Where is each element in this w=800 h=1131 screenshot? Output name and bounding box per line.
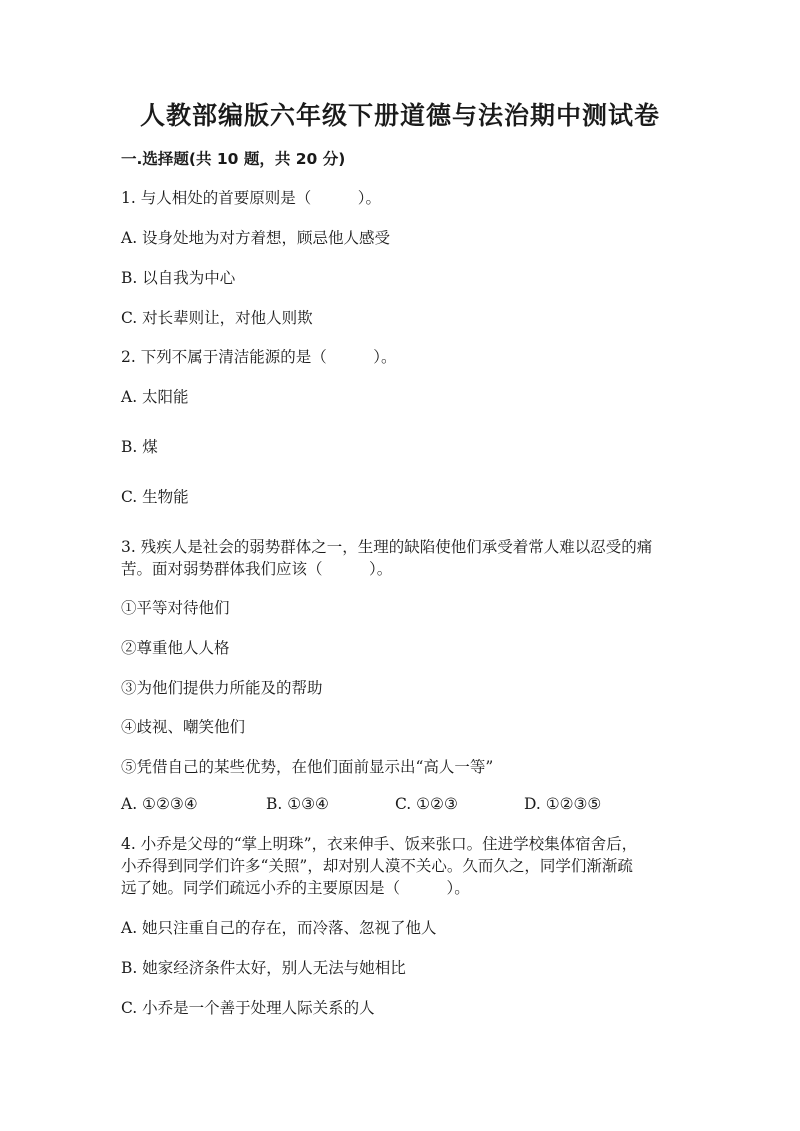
question-4-stem-line-2: 小乔得到同学们许多“关照”，却对别人漠不关心。久而久之，同学们渐渐疏 [121,857,633,875]
question-4-stem-line-3: 远了她。同学们疏远小乔的主要原因是（ ）。 [121,879,470,897]
question-4-option-b[interactable]: B. 她家经济条件太好，别人无法与她相比 [121,959,406,977]
question-3-item-4: ④歧视、嘲笑他们 [121,718,246,736]
question-3-option-d[interactable]: D. ①②③⑤ [524,795,602,813]
question-4-stem-line-1: 4. 小乔是父母的“掌上明珠”，衣来伸手、饭来张口。住进学校集体宿舍后， [121,835,638,853]
question-3-item-3: ③为他们提供力所能及的帮助 [121,679,323,697]
question-3-option-a[interactable]: A. ①②③④ [121,795,198,813]
question-3-option-b[interactable]: B. ①③④ [266,795,329,813]
question-2-stem: 2. 下列不属于清洁能源的是（ ）。 [121,348,397,366]
question-3-item-1: ①平等对待他们 [121,599,230,617]
question-3-item-5: ⑤凭借自己的某些优势，在他们面前显示出“高人一等” [121,758,494,776]
question-4-option-a[interactable]: A. 她只注重自己的存在，而冷落、忽视了他人 [121,919,437,937]
section-heading: 一.选择题(共 10 题，共 20 分) [121,150,346,168]
question-3-item-2: ②尊重他人人格 [121,639,230,657]
question-1-option-a[interactable]: A. 设身处地为对方着想，顾忌他人感受 [121,229,391,247]
question-2-option-a[interactable]: A. 太阳能 [121,388,189,406]
question-1-stem: 1. 与人相处的首要原则是（ ）。 [121,189,381,207]
question-2-option-b[interactable]: B. 煤 [121,438,158,456]
question-3-option-c[interactable]: C. ①②③ [395,795,458,813]
question-3-stem-line-2: 苦。面对弱势群体我们应该（ ）。 [121,560,393,578]
question-1-option-c[interactable]: C. 对长辈则让，对他人则欺 [121,309,313,327]
question-4-option-c[interactable]: C. 小乔是一个善于处理人际关系的人 [121,999,375,1017]
question-1-option-b[interactable]: B. 以自我为中心 [121,269,236,287]
question-2-option-c[interactable]: C. 生物能 [121,488,189,506]
question-3-stem-line-1: 3. 残疾人是社会的弱势群体之一，生理的缺陷使他们承受着常人难以忍受的痛 [121,538,653,556]
page-title: 人教部编版六年级下册道德与法治期中测试卷 [139,101,660,130]
